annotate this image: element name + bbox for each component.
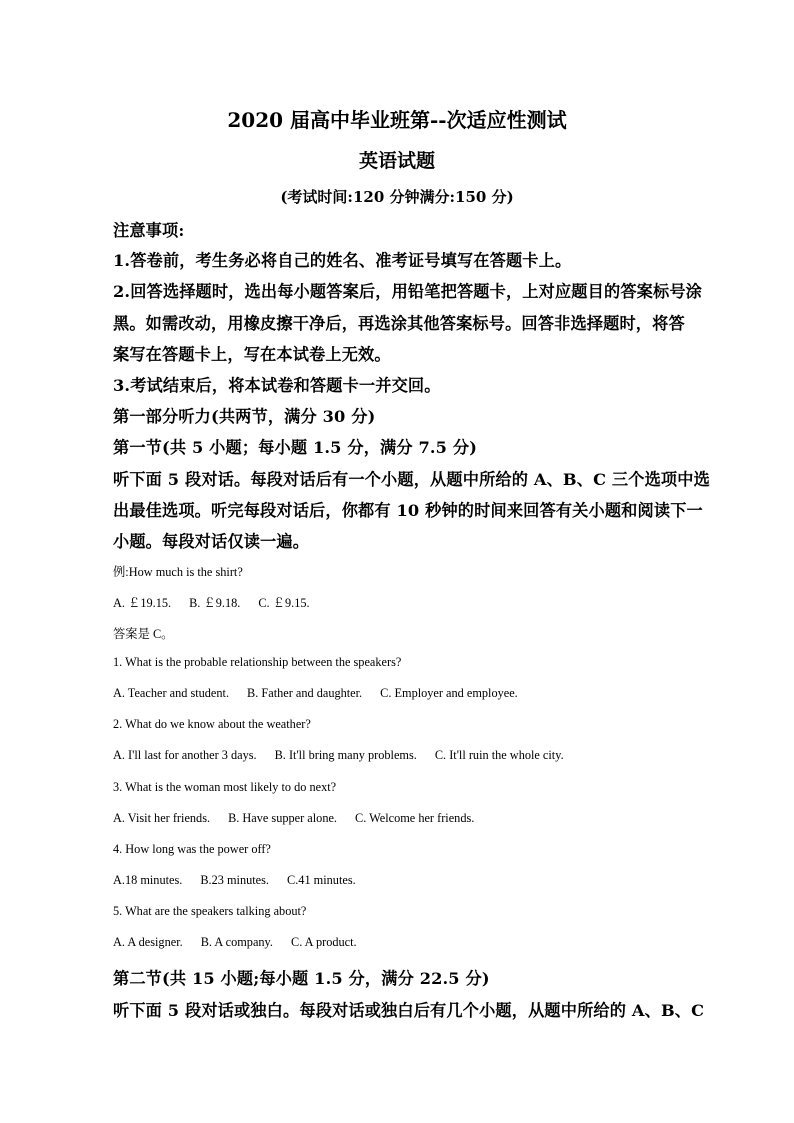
- option-b: B.23 minutes.: [200, 873, 270, 887]
- exam-title: 2020 届高中毕业班第--次适应性测试: [227, 108, 567, 132]
- note-item-2-line-3: 案写在答题卡上，写在本试卷上无效。: [113, 345, 391, 364]
- option-c: C. Welcome her friends.: [355, 811, 475, 825]
- question-3: 3. What is the woman most likely to do next?: [113, 780, 337, 794]
- option-a: A. Visit her friends.: [113, 811, 211, 825]
- option-b: B. It'll bring many problems.: [274, 748, 417, 762]
- option-c: C. A product.: [291, 935, 357, 949]
- option-b: B. A company.: [200, 935, 273, 949]
- example-question: 例:How much is the shirt?: [113, 565, 243, 579]
- note-item-3: 3.考试结束后，将本试卷和答题卡一并交回。: [113, 376, 441, 395]
- section1-instructions-line-1: 听下面 5 段对话。每段对话后有一个小题，从题中所给的 A、B、C 三个选项中选: [113, 470, 710, 489]
- note-item-2-line-2: 黑。如需改动，用橡皮擦干净后，再选涂其他答案标号。回答非选择题时，将答: [113, 314, 685, 333]
- notes-heading: 注意事项:: [113, 221, 185, 240]
- option-c: C.41 minutes.: [287, 873, 356, 887]
- option-a: A. Teacher and student.: [113, 686, 230, 700]
- note-item-2-line-1: 2.回答选择题时，选出每小题答案后，用铅笔把答题卡，上对应题目的答案标号涂: [113, 282, 703, 301]
- note-item-1: 1.答卷前，考生务必将自己的姓名、准考证号填写在答题卡上。: [113, 251, 572, 270]
- question-5-options: [113, 935, 357, 950]
- option-a: A. ￡19.15.: [113, 596, 172, 610]
- option-c: C. It'll ruin the whole city.: [434, 748, 564, 762]
- section1-instructions-line-3: 小题。每段对话仅读一遍。: [113, 532, 310, 551]
- example-options: [113, 593, 310, 611]
- section1-instructions-line-2: 出最佳选项。听完每段对话后，你都有 10 秒钟的时间来回答有关小题和阅读下一: [113, 501, 703, 520]
- section2-heading: 第二节(共 15 小题;每小题 1.5 分，满分 22.5 分): [113, 969, 490, 988]
- subject-title: 英语试题: [358, 150, 435, 172]
- exam-time-info: (考试时间:120 分钟满分:150 分): [280, 188, 514, 206]
- question-4: 4. How long was the power off?: [113, 842, 271, 856]
- section2-instructions-line-1: 听下面 5 段对话或独白。每段对话或独白后有几个小题，从题中所给的 A、B、C: [113, 1001, 705, 1020]
- question-4-options: [113, 873, 356, 888]
- question-1: 1. What is the probable relationship between the speakers?: [113, 655, 402, 669]
- example-answer: 答案是 C。: [113, 627, 174, 641]
- question-2-options: [113, 748, 564, 763]
- option-b: B. ￡9.18.: [189, 596, 241, 610]
- section1-heading: 第一节(共 5 小题；每小题 1.5 分，满分 7.5 分): [113, 438, 478, 457]
- question-5: 5. What are the speakers talking about?: [113, 904, 307, 918]
- question-3-options: [113, 811, 474, 826]
- option-b: B. Have supper alone.: [228, 811, 337, 825]
- question-1-options: [113, 686, 518, 701]
- question-2: 2. What do we know about the weather?: [113, 717, 311, 731]
- option-a: A. I'll last for another 3 days.: [113, 748, 257, 762]
- option-a: A. A designer.: [113, 935, 183, 949]
- option-c: C. ￡9.15.: [258, 596, 310, 610]
- option-c: C. Employer and employee.: [380, 686, 518, 700]
- option-a: A.18 minutes.: [113, 873, 183, 887]
- part1-heading: 第一部分听力(共两节，满分 30 分): [113, 407, 376, 426]
- option-b: B. Father and daughter.: [247, 686, 363, 700]
